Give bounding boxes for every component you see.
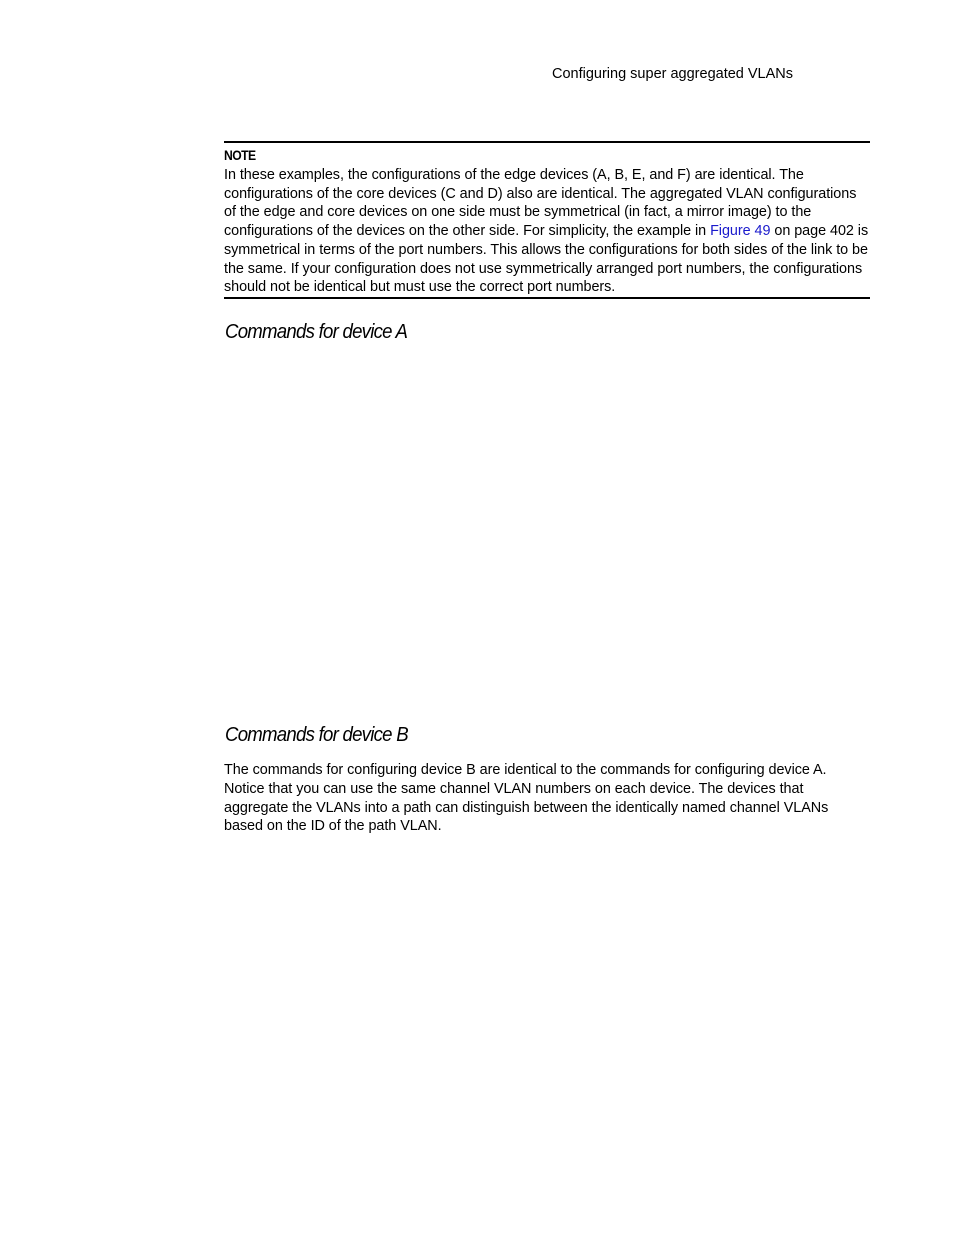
section-heading-device-b: Commands for device B — [225, 724, 408, 746]
note-text — [224, 166, 870, 297]
note-text-before-link: In these examples, the configurations of the edge devices (A, B, E, and F) are identical. The configurations of the core devices (C and D) also are identical. The aggregated VLAN configurations of the edge and core devices on one side must be symmetrical (in fact, a mirror image) to the configurations of the devices on the other side. For simplicity, the example in — [224, 167, 857, 240]
note-text-after-link: on page 402 is symmetrical in terms of the port numbers. This allows the configurations for both sides of the link to be the same. If your configuration does not use symmetrically arranged port numbers, the configurations should not be identical but must use the correct port numbers. — [224, 223, 869, 296]
running-header-title: Configuring super aggregated VLANs — [552, 66, 794, 82]
note-block — [224, 141, 870, 299]
section-heading-device-a: Commands for device A — [225, 321, 408, 343]
figure-49-link[interactable]: Figure 49 — [710, 223, 771, 240]
note-label: NOTE — [224, 148, 256, 163]
device-b-paragraph: The commands for configuring device B are identical to the commands for configuring device A. Notice that you can use the same channel VLAN numbers on each device. The devices that aggregate the VLANs into a path can distinguish between the identically named channel VLANs based on the ID of the path VLAN. — [224, 762, 829, 835]
